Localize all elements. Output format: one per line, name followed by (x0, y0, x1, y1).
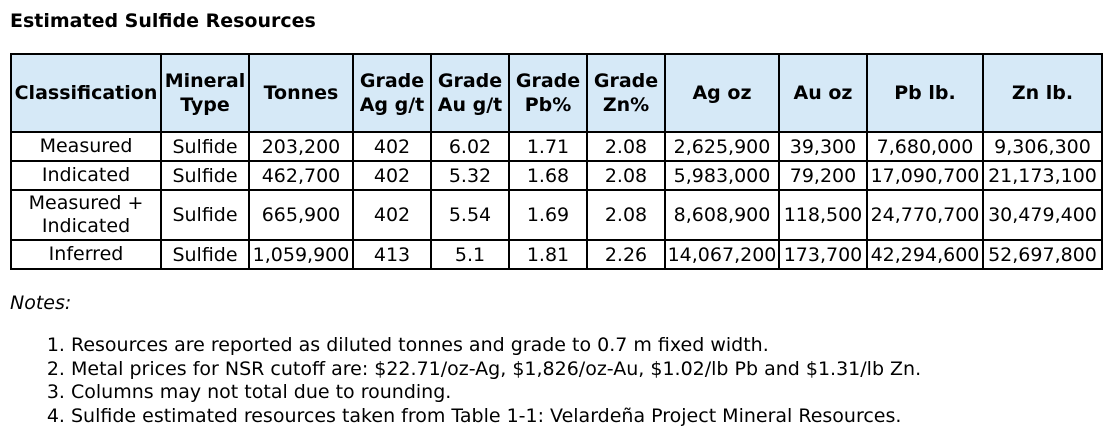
table-cell: 24,770,700 (867, 190, 983, 240)
table-cell: 5.1 (431, 240, 509, 269)
table-cell: 402 (353, 132, 431, 161)
page-title: Estimated Sulfide Resources (10, 10, 316, 32)
table-cell: Indicated (11, 161, 161, 190)
table-cell: 17,090,700 (867, 161, 983, 190)
column-header: Ag oz (665, 54, 779, 132)
table-cell: 2.08 (587, 132, 665, 161)
table-cell: 1.81 (509, 240, 587, 269)
table-cell: 402 (353, 161, 431, 190)
resources-table (10, 53, 1103, 270)
column-header: Mineral Type (161, 54, 249, 132)
table-cell: 5.32 (431, 161, 509, 190)
table-cell: 665,900 (249, 190, 353, 240)
table-cell: 21,173,100 (983, 161, 1102, 190)
notes-heading: Notes: (10, 292, 72, 314)
column-header: Grade Zn% (587, 54, 665, 132)
table-cell: 173,700 (779, 240, 867, 269)
table-row (11, 132, 1102, 161)
table-cell: 5.54 (431, 190, 509, 240)
table-cell: Measured (11, 132, 161, 161)
column-header: Grade Au g/t (431, 54, 509, 132)
table-row (11, 240, 1102, 269)
table-cell: Measured + Indicated (11, 190, 161, 240)
table-cell: 413 (353, 240, 431, 269)
notes-list (41, 334, 921, 428)
list-item: 3. Columns may not total due to rounding. (71, 381, 921, 405)
table-cell: 8,608,900 (665, 190, 779, 240)
table-cell: 39,300 (779, 132, 867, 161)
table-cell: Sulfide (161, 132, 249, 161)
table-header-row (11, 54, 1102, 132)
column-header: Tonnes (249, 54, 353, 132)
table-cell: 462,700 (249, 161, 353, 190)
table-cell: 1.71 (509, 132, 587, 161)
table-cell: 2.08 (587, 161, 665, 190)
table-cell: 52,697,800 (983, 240, 1102, 269)
table-cell: 7,680,000 (867, 132, 983, 161)
table-cell: Inferred (11, 240, 161, 269)
table-cell: 14,067,200 (665, 240, 779, 269)
table-cell: 42,294,600 (867, 240, 983, 269)
table-cell: 2,625,900 (665, 132, 779, 161)
table-row (11, 161, 1102, 190)
list-item: 4. Sulfide estimated resources taken from Table 1-1: Velardeña Project Mineral Resources. (71, 405, 921, 429)
column-header: Grade Pb% (509, 54, 587, 132)
table-cell: 6.02 (431, 132, 509, 161)
table-cell: 2.26 (587, 240, 665, 269)
table-cell: 203,200 (249, 132, 353, 161)
table-cell: 402 (353, 190, 431, 240)
column-header: Classification (11, 54, 161, 132)
table-cell: 79,200 (779, 161, 867, 190)
table-cell: 2.08 (587, 190, 665, 240)
table-cell: 30,479,400 (983, 190, 1102, 240)
list-item: 1. Resources are reported as diluted tonnes and grade to 0.7 m fixed width. (71, 334, 921, 358)
table-cell: 1,059,900 (249, 240, 353, 269)
table-cell: 5,983,000 (665, 161, 779, 190)
column-header: Pb lb. (867, 54, 983, 132)
table-cell: Sulfide (161, 190, 249, 240)
table-cell: 1.69 (509, 190, 587, 240)
table-cell: Sulfide (161, 161, 249, 190)
column-header: Grade Ag g/t (353, 54, 431, 132)
table-row (11, 190, 1102, 240)
table-cell: Sulfide (161, 240, 249, 269)
table-cell: 118,500 (779, 190, 867, 240)
table-cell: 9,306,300 (983, 132, 1102, 161)
column-header: Zn lb. (983, 54, 1102, 132)
table-cell: 1.68 (509, 161, 587, 190)
list-item: 2. Metal prices for NSR cutoff are: $22.71/oz-Ag, $1,826/oz-Au, $1.02/lb Pb and $1.31/lb Zn. (71, 358, 921, 382)
column-header: Au oz (779, 54, 867, 132)
